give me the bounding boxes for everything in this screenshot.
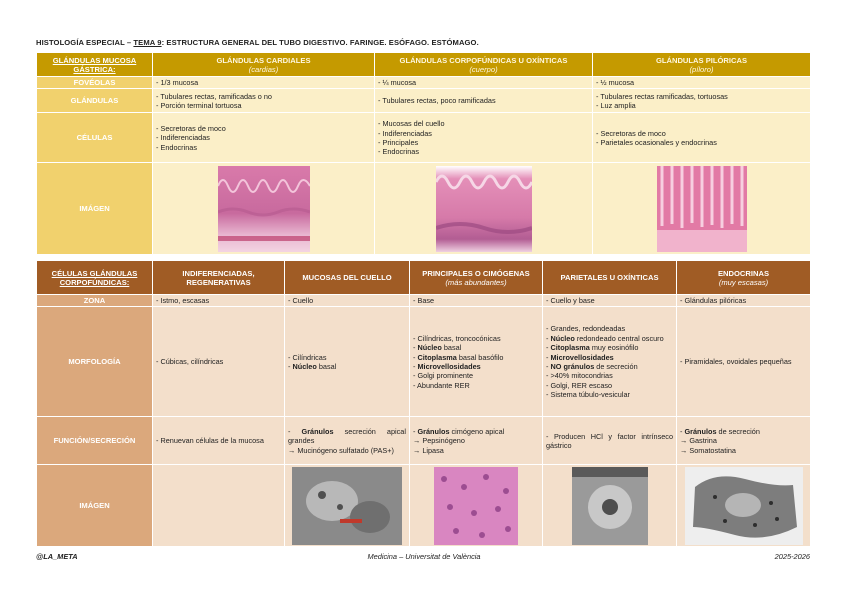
row-label-imagen: IMÁGEN [37, 163, 153, 255]
cell-celulas-cardial: - Secretoras de moco - Indiferenciadas - Endocrinas [153, 113, 375, 163]
table2-corner-label: CÉLULAS GLÁNDULAS CORPOFÚNDICAS: [37, 261, 153, 295]
header-chief-cells: PRINCIPALES O CIMÓGENAS (más abundantes) [410, 261, 543, 295]
footer-year: 2025-2026 [774, 552, 810, 561]
row-label-celulas: CÉLULAS [37, 113, 153, 163]
header-endocrine-cells: ENDOCRINAS (muy escasas) [677, 261, 811, 295]
corpofundic-cells-table [36, 260, 811, 547]
header-corpofundic-glands: GLÁNDULAS CORPOFÚNDICAS U OXÍNTICAS (cuerpo) [375, 53, 593, 77]
cell-zona-endocrine: - Glándulas pilóricas [677, 295, 811, 307]
row-label-glandulas: GLÁNDULAS [37, 89, 153, 113]
cell-funcion-endocrine: - Gránulos de secreción → Gastrina → Somatostatina [677, 417, 811, 465]
row-label-imagen-cells: IMÁGEN [37, 465, 153, 547]
author-handle: @LA_META [36, 552, 78, 561]
cell-morfologia-endocrine: - Piramidales, ovoidales pequeñas [677, 307, 811, 417]
cell-foveolas-cardial: - 1/3 mucosa [153, 77, 375, 89]
image-cell-undifferentiated [153, 465, 285, 547]
table1-corner-label: GLÁNDULAS MUCOSA GÁSTRICA: [37, 53, 153, 77]
header-cardial-glands: GLÁNDULAS CARDIALES (cardias) [153, 53, 375, 77]
cell-celulas-pyloric: - Secretoras de moco - Parietales ocasionales y endocrinas [593, 113, 811, 163]
cell-glandulas-cardial: - Tubulares rectas, ramificadas o no - Porción terminal tortuosa [153, 89, 375, 113]
endocrine-em-image [685, 467, 803, 545]
gastric-glands-table [36, 52, 811, 255]
image-cell-endocrine [677, 465, 811, 547]
row-label-foveolas: FOVÉOLAS [37, 77, 153, 89]
cell-glandulas-corpofundic: - Tubulares rectas, poco ramificadas [375, 89, 593, 113]
image-cell-cardial [153, 163, 375, 255]
cell-foveolas-corpofundic: - ¼ mucosa [375, 77, 593, 89]
cell-zona-neck-mucous: - Cuello [285, 295, 410, 307]
cell-morfologia-parietal: - Grandes, redondeadas - Núcleo redondeado central oscuro - Citoplasma muy eosinófilo - Microvellosidades - NO gránulos de secreción - >40% mitocondrias - Golgi, RER escaso - Sistema túbulo-vesicular [543, 307, 677, 417]
cell-glandulas-pyloric: - Tubulares rectas ramificadas, tortuosas - Luz amplia [593, 89, 811, 113]
header-pyloric-glands: GLÁNDULAS PILÓRICAS (píloro) [593, 53, 811, 77]
cell-zona-parietal: - Cuello y base [543, 295, 677, 307]
cell-funcion-neck-mucous: - Gránulos secreción apical grandes → Mucinógeno sulfatado (PAS+) [285, 417, 410, 465]
image-cell-pyloric [593, 163, 811, 255]
cell-funcion-chief: - Gránulos cimógeno apical → Pepsinógeno → Lipasa [410, 417, 543, 465]
cell-morfologia-neck-mucous: - Cilíndricas - Núcleo basal [285, 307, 410, 417]
row-label-morfologia: MORFOLOGÍA [37, 307, 153, 417]
image-cell-neck-mucous [285, 465, 410, 547]
neck-mucous-em-image [292, 467, 402, 545]
pyloric-histology-image [657, 166, 747, 252]
parietal-em-image [572, 467, 648, 545]
image-cell-chief [410, 465, 543, 547]
row-label-funcion: FUNCIÓN/SECRECIÓN [37, 417, 153, 465]
image-cell-parietal [543, 465, 677, 547]
cell-celulas-corpofundic: - Mucosas del cuello - Indiferenciadas - Principales - Endocrinas [375, 113, 593, 163]
footer-institution: Medicina – Universitat de València [367, 552, 481, 561]
document-title: HISTOLOGÍA ESPECIAL – TEMA 9: ESTRUCTURA GENERAL DEL TUBO DIGESTIVO. FARINGE. ESÓFAGO. ESTÓMAGO. [36, 38, 479, 47]
header-undifferentiated: INDIFERENCIADAS, REGENERATIVAS [153, 261, 285, 295]
cell-zona-undifferentiated: - Istmo, escasas [153, 295, 285, 307]
corpofundic-histology-image [436, 166, 532, 252]
cell-morfologia-undifferentiated: - Cúbicas, cilíndricas [153, 307, 285, 417]
cell-funcion-parietal: - Producen HCl y factor intrínseco gástrico [543, 417, 677, 465]
cell-morfologia-chief: - Cilíndricas, troncocónicas - Núcleo basal - Citoplasma basal basófilo - Microvellosidades - Golgi prominente - Abundante RER [410, 307, 543, 417]
cardial-histology-image [218, 166, 310, 252]
cell-foveolas-pyloric: - ½ mucosa [593, 77, 811, 89]
header-parietal-cells: PARIETALES U OXÍNTICAS [543, 261, 677, 295]
chief-cells-histology-image [434, 467, 518, 545]
header-neck-mucous: MUCOSAS DEL CUELLO [285, 261, 410, 295]
cell-funcion-undifferentiated: - Renuevan células de la mucosa [153, 417, 285, 465]
row-label-zona: ZONA [37, 295, 153, 307]
image-cell-corpofundic [375, 163, 593, 255]
cell-zona-chief: - Base [410, 295, 543, 307]
